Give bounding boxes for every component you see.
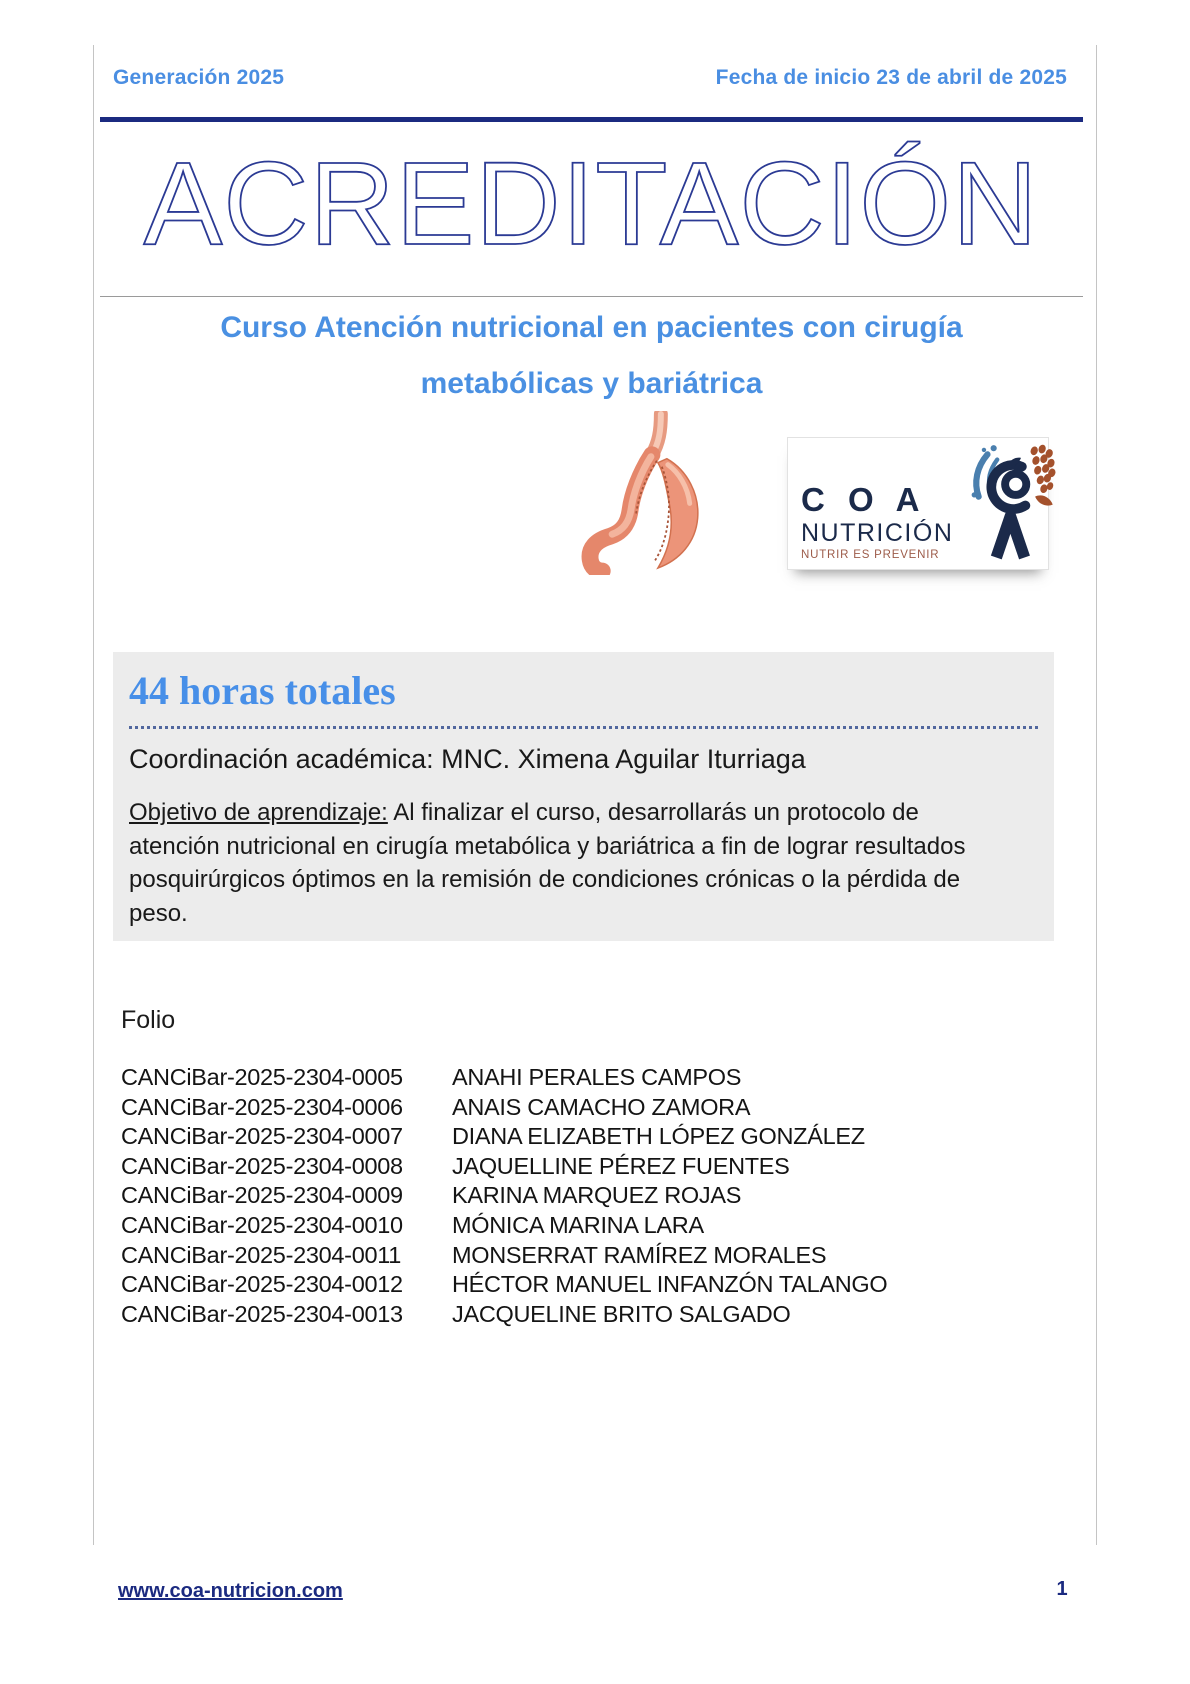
logo-text-block: [801, 480, 954, 562]
coa-person-apple-grain-icon: [953, 442, 1059, 561]
course-title-line2: metabólicas y bariátrica: [420, 367, 763, 400]
roster-row: [121, 1211, 887, 1241]
folio-cell: CANCiBar-2025-2304-0012: [121, 1271, 403, 1298]
total-hours: 44 horas totales: [129, 668, 396, 713]
dotted-rule: [129, 726, 1038, 729]
folio-cell: CANCiBar-2025-2304-0011: [121, 1241, 402, 1268]
roster-row: [121, 1300, 887, 1330]
name-cell: KARINA MARQUEZ ROJAS: [452, 1182, 742, 1209]
logo-name: NUTRICIÓN: [801, 518, 954, 547]
folio-section-label: Folio: [121, 1006, 176, 1034]
coordination-line: Coordinación académica: MNC. Ximena Aguilar Iturriaga: [129, 744, 806, 774]
start-date-label: Fecha de inicio 23 de abril de 2025: [715, 66, 1067, 89]
folio-cell: CANCiBar-2025-2304-0010: [121, 1211, 403, 1238]
objective-paragraph: [129, 796, 977, 930]
objective-label: Objetivo de aprendizaje:: [129, 799, 388, 826]
name-cell: MONSERRAT RAMÍREZ MORALES: [452, 1241, 827, 1268]
roster-row: [121, 1270, 887, 1300]
roster-row: [121, 1122, 887, 1152]
name-cell: JACQUELINE BRITO SALGADO: [452, 1300, 791, 1327]
folio-cell: CANCiBar-2025-2304-0009: [121, 1182, 403, 1209]
roster-row: [121, 1181, 887, 1211]
title-divider-rule: [100, 296, 1083, 297]
page-border-left: [93, 45, 94, 1545]
logo-tagline: NUTRIR ES PREVENIR: [801, 548, 940, 561]
page-title-wrap: [100, 128, 1083, 278]
course-info-box: [113, 652, 1054, 941]
page-number: 1: [1056, 1578, 1068, 1600]
folio-cell: CANCiBar-2025-2304-0007: [121, 1123, 403, 1150]
name-cell: DIANA ELIZABETH LÓPEZ GONZÁLEZ: [452, 1123, 865, 1150]
coa-nutricion-logo: [787, 437, 1049, 570]
objective-text: Al finalizar el curso, desarrollarás un protocolo de atención nutricional en cirugía metabólica y bariátrica a fin de lograr resultados posquirúrgicos óptimos en la remisión de condiciones crónicas o la pérdida de peso.: [129, 799, 966, 927]
generation-label: Generación 2025: [113, 66, 285, 89]
folio-cell: CANCiBar-2025-2304-0008: [121, 1152, 403, 1179]
roster-row: [121, 1063, 887, 1093]
name-cell: HÉCTOR MANUEL INFANZÓN TALANGO: [452, 1271, 888, 1298]
roster: [121, 1063, 887, 1329]
name-cell: ANAHI PERALES CAMPOS: [452, 1064, 742, 1090]
header-rule: [100, 117, 1083, 122]
page-border-right: [1096, 45, 1097, 1545]
folio-cell: CANCiBar-2025-2304-0005: [121, 1064, 403, 1090]
name-cell: ANAIS CAMACHO ZAMORA: [452, 1093, 751, 1120]
logo-acronym: C O A: [801, 480, 927, 518]
page-header: [113, 66, 1067, 90]
stomach-illustration-icon: [563, 411, 715, 575]
roster-row: [121, 1241, 887, 1271]
page-title: ACREDITACIÓN: [143, 138, 1039, 270]
folio-cell: CANCiBar-2025-2304-0013: [121, 1300, 403, 1327]
page-title-svg: [100, 128, 1083, 278]
website-link[interactable]: www.coa-nutricion.com: [118, 1580, 343, 1602]
folio-cell: CANCiBar-2025-2304-0006: [121, 1093, 403, 1120]
name-cell: MÓNICA MARINA LARA: [452, 1211, 704, 1238]
roster-row: [121, 1093, 887, 1123]
roster-row: [121, 1152, 887, 1182]
course-title-line1: Curso Atención nutricional en pacientes con cirugía: [220, 311, 963, 344]
course-title: [100, 300, 1083, 412]
name-cell: JAQUELLINE PÉREZ FUENTES: [452, 1152, 790, 1179]
